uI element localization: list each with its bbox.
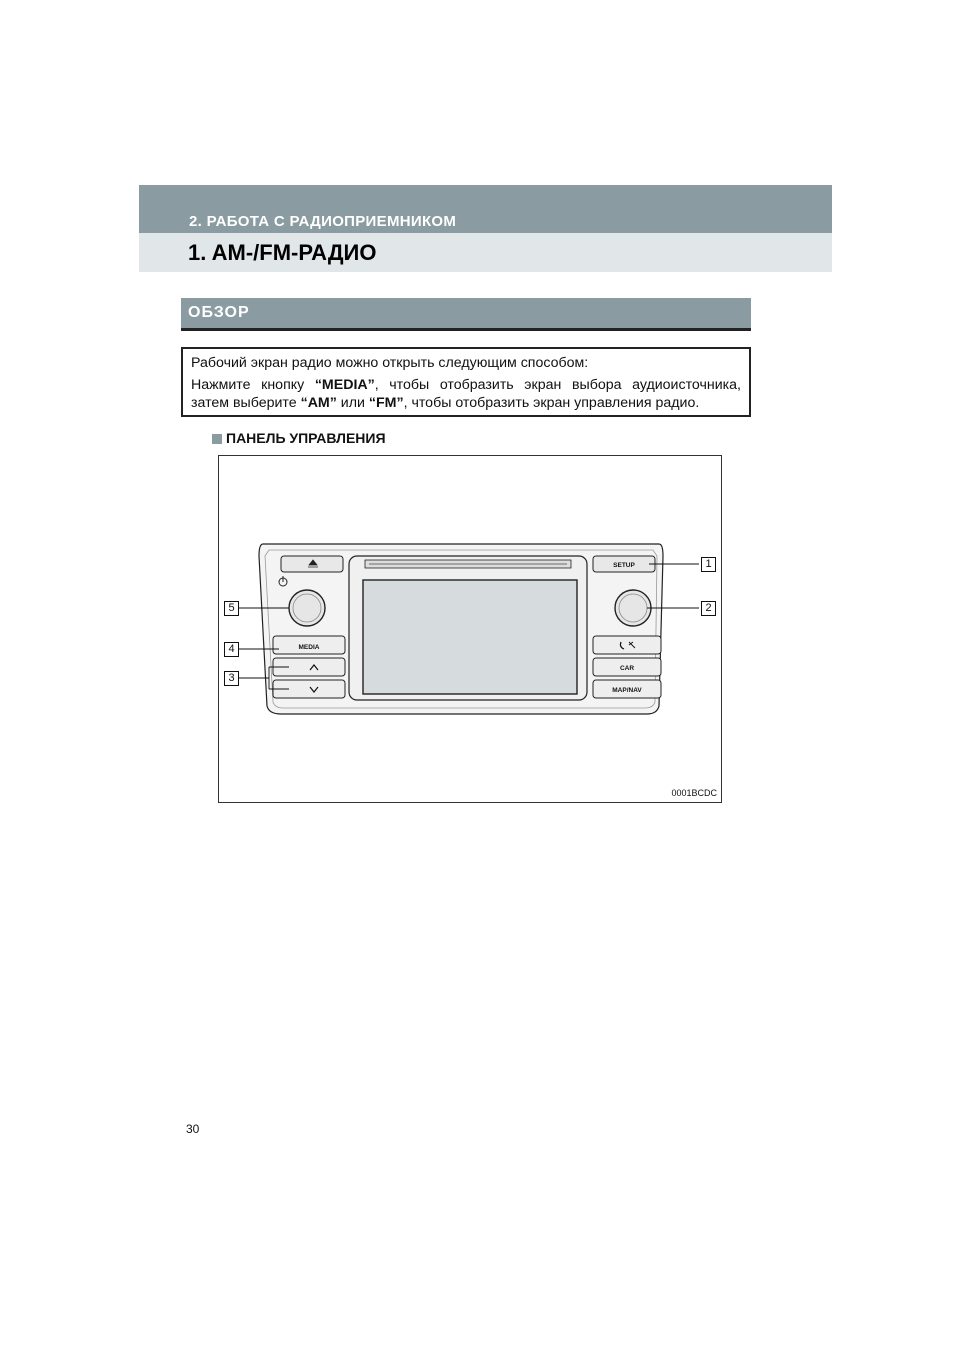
subsection-title: ПАНЕЛЬ УПРАВЛЕНИЯ — [226, 430, 386, 446]
chapter-title: 2. РАБОТА С РАДИОПРИЕМНИКОМ — [189, 213, 457, 230]
info-text: Нажмите кнопку — [191, 377, 315, 393]
callout-4: 4 — [224, 642, 239, 657]
overview-info-box — [181, 347, 751, 417]
info-text: , чтобы отобразить экран выбора аудиоисточника, — [374, 377, 741, 393]
callout-2: 2 — [701, 601, 716, 616]
square-bullet-icon — [212, 434, 222, 444]
callout-3: 3 — [224, 671, 239, 686]
phone-button[interactable] — [593, 636, 661, 654]
setup-label: SETUP — [613, 562, 635, 569]
callout-5: 5 — [224, 601, 239, 616]
chapter-header — [139, 185, 832, 233]
info-line-3 — [191, 394, 741, 412]
fm-quote: “FM” — [368, 395, 404, 411]
info-text: затем выберите — [191, 395, 301, 411]
callout-1: 1 — [701, 557, 716, 572]
control-panel-figure — [218, 455, 722, 803]
car-label: CAR — [619, 665, 635, 672]
info-text: , чтобы отобразить экран управления радио. — [403, 395, 700, 411]
touch-screen[interactable] — [363, 580, 577, 694]
section-header — [139, 233, 832, 272]
subsection-heading — [212, 430, 386, 446]
info-text: или — [336, 395, 369, 411]
media-quote: “MEDIA” — [314, 377, 375, 393]
tune-scroll-knob[interactable] — [615, 590, 651, 626]
info-line-2 — [191, 376, 741, 394]
control-panel-illustration — [219, 456, 721, 802]
page-number: 30 — [186, 1122, 200, 1136]
media-label: MEDIA — [298, 644, 320, 651]
am-quote: “AM” — [300, 395, 337, 411]
figure-code: 0001BCDC — [671, 788, 717, 798]
overview-title: ОБЗОР — [188, 304, 250, 321]
overview-header — [181, 298, 751, 331]
map-nav-label: MAP/NAV — [612, 687, 642, 694]
power-volume-knob[interactable] — [289, 590, 325, 626]
section-title: 1. AM-/FM-РАДИО — [188, 240, 377, 265]
info-line-1: Рабочий экран радио можно открыть следующим способом: — [191, 355, 589, 371]
